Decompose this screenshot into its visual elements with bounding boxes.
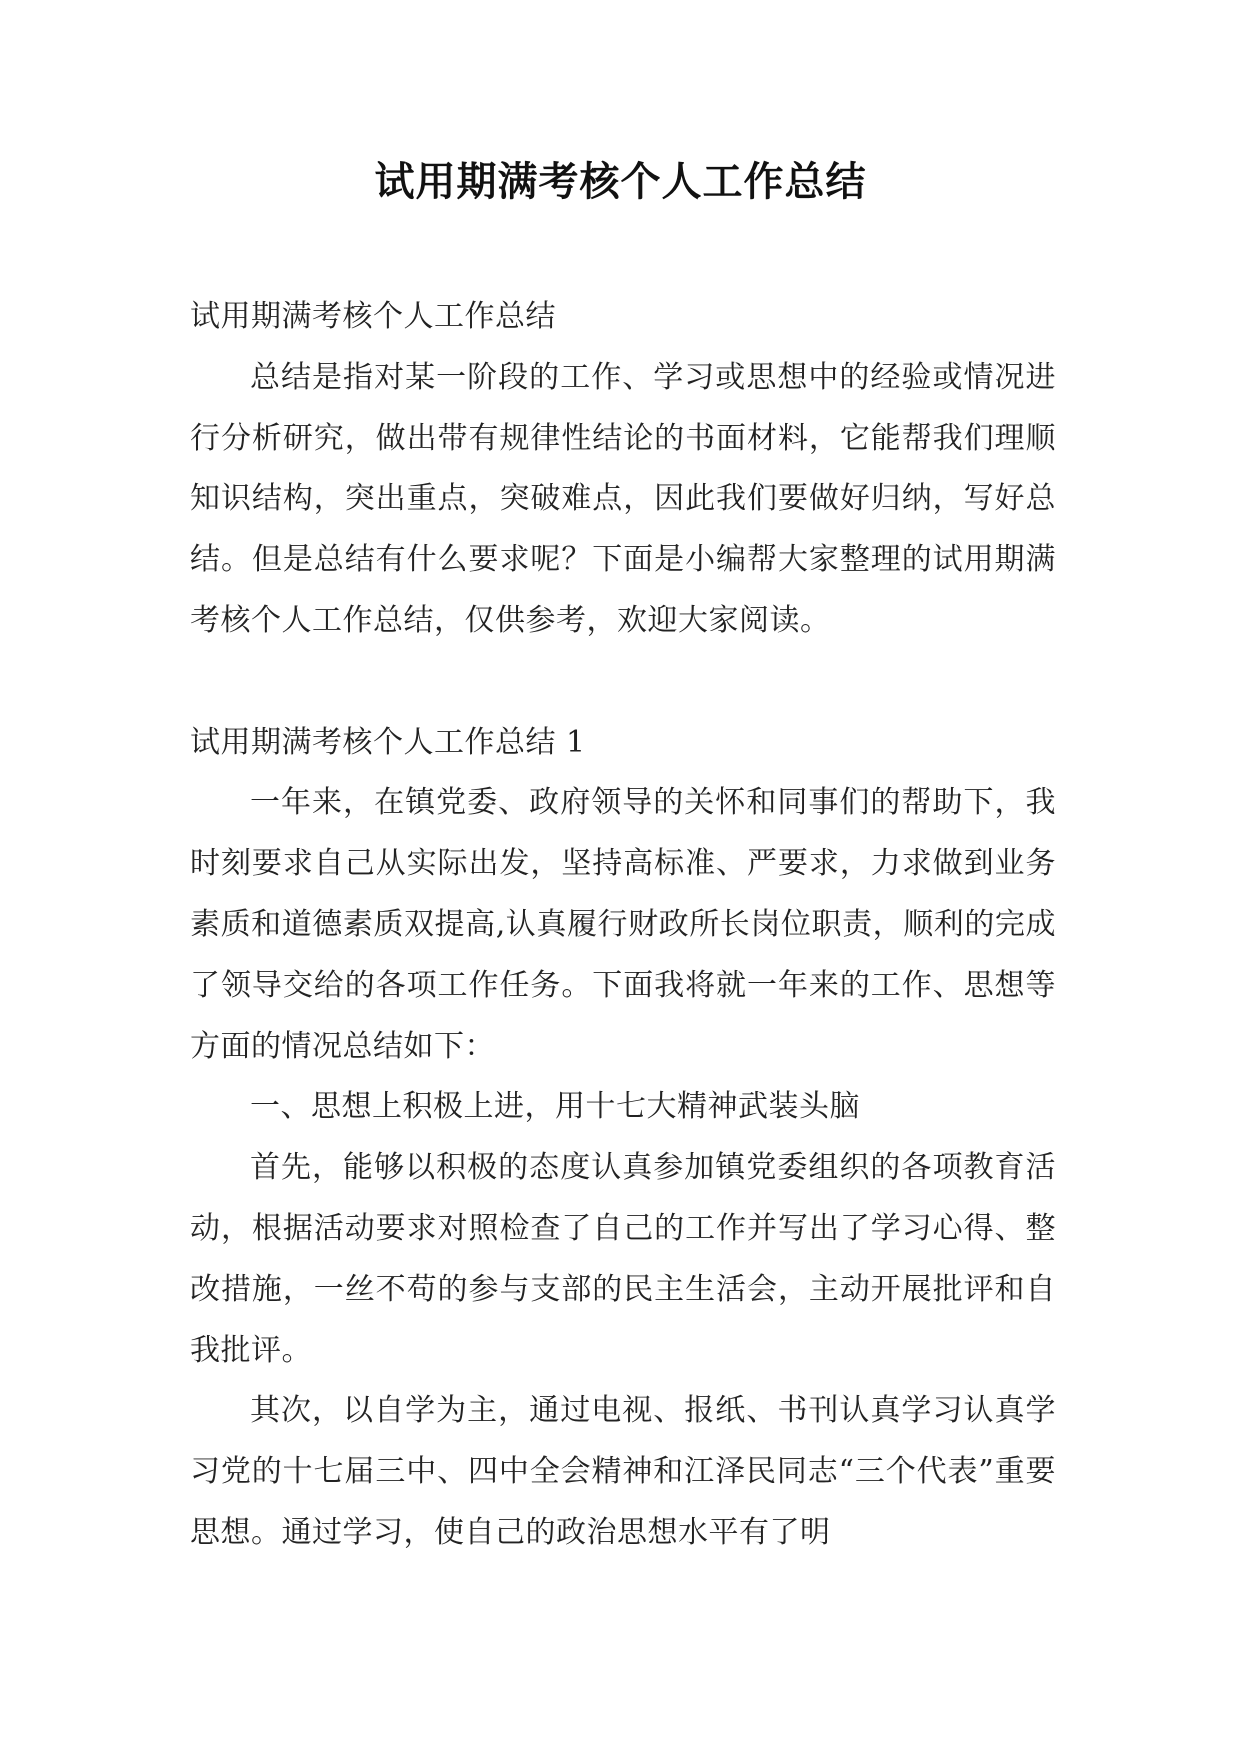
section1-paragraph: 首先，能够以积极的态度认真参加镇党委组织的各项教育活动，根据活动要求对照检查了自己的工作并写出了学习心得、整改措施，一丝不苟的参与支部的民主生活会，主动开展批评和自我批评。 — [190, 1150, 1056, 1368]
intro-paragraph: 总结是指对某一阶段的工作、学习或思想中的经验或情况进行分析研究，做出带有规律性结论的书面材料，它能帮我们理顺知识结构，突出重点，突破难点，因此我们要做好归纳，写好总结。但是总结有什么要求呢？下面是小编帮大家整理的试用期满考核个人工作总结，仅供参考，欢迎大家阅读。 — [190, 359, 1056, 638]
document-body — [190, 287, 1056, 1564]
document-title: 试用期满考核个人工作总结 — [374, 158, 867, 205]
section-spacer — [190, 652, 1056, 713]
section1-paragraph: 其次，以自学为主，通过电视、报纸、书刊认真学习认真学习党的十七届三中、四中全会精神和江泽民同志“三个代表”重要思想。通过学习，使自己的政治思想水平有了明 — [190, 1393, 1056, 1550]
section1-subheading: 一、思想上积极上进，用十七大精神武装头脑 — [250, 1089, 860, 1125]
intro-heading: 试用期满考核个人工作总结 — [190, 299, 556, 334]
section1-heading: 试用期满考核个人工作总结 1 — [190, 724, 586, 760]
section1-paragraph: 一年来，在镇党委、政府领导的关怀和同事们的帮助下，我时刻要求自己从实际出发，坚持高标准、严要求，力求做到业务素质和道德素质双提高,认真履行财政所长岗位职责，顺利的完成了领导交给的各项工作任务。下面我将就一年来的工作、思想等方面的情况总结如下： — [190, 785, 1056, 1064]
